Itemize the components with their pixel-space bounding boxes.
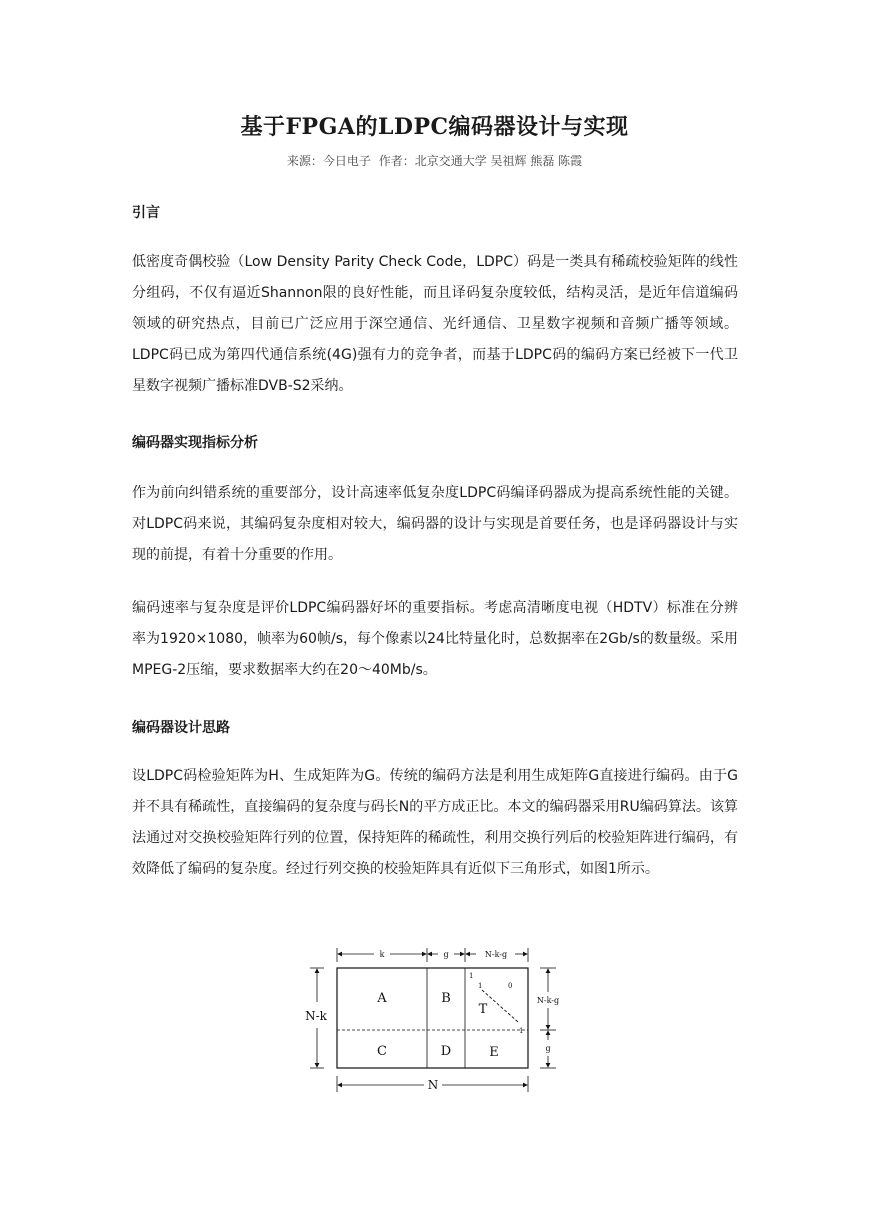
- t-zero: 0: [508, 982, 513, 990]
- block-b: B: [441, 991, 451, 1006]
- article-title: 基于FPGA的LDPC编码器设计与实现: [240, 114, 629, 140]
- label-top-g: g: [443, 950, 449, 959]
- t-diagonal: [482, 990, 518, 1022]
- block-e: E: [489, 1045, 499, 1060]
- block-t: T: [478, 1002, 488, 1017]
- block-c: C: [377, 1044, 387, 1059]
- section-heading-analysis: 编码器实现指标分析: [132, 435, 258, 451]
- label-left-nk: N-k: [305, 1009, 327, 1023]
- right-dimension: [540, 968, 556, 1068]
- label-top-k: k: [379, 950, 385, 959]
- label-bottom-n: N: [427, 1078, 439, 1092]
- paragraph-analysis-1: 作为前向纠错系统的重要部分，设计高速率低复杂度LDPC码编译码器成为提高系统性能的关键。对LDPC码来说，其编码复杂度相对较大，编码器的设计与实现是首要任务，也是译码器设计与实现的前提，有着十分重要的作用。: [132, 485, 738, 563]
- block-d: D: [440, 1044, 452, 1059]
- paragraph-design: 设LDPC码检验矩阵为H、生成矩阵为G。传统的编码方法是利用生成矩阵G直接进行编码。由于G并不具有稀疏性，直接编码的复杂度与码长N的平方成正比。本文的编码器采用RU编码算法。该算法通过对交换校验矩阵行列的位置，保持矩阵的稀疏性，利用交换行列后的校验矩阵进行编码，有效降低了编码的复杂度。经过行列交换的校验矩阵具有近似下三角形式，如图1所示。: [132, 768, 738, 877]
- t-one-inner: 1: [478, 982, 483, 990]
- article-byline: [0, 152, 869, 169]
- label-top-nkg: N-k-g: [484, 950, 508, 959]
- t-one-top: 1: [469, 972, 474, 980]
- paragraph-analysis-2: 编码速率与复杂度是评价LDPC编码器好坏的重要指标。考虑高清晰度电视（HDTV）标准在分辨率为1920×1080，帧率为60帧/s，每个像素以24比特量化时，总数据率在2Gb/s的数量级。采用MPEG-2压缩，要求数据率大约在20～40Mb/s。: [132, 600, 738, 678]
- section-heading-intro: 引言: [132, 205, 160, 221]
- matrix-outline: [337, 968, 528, 1068]
- paragraph-intro: 低密度奇偶校验（Low Density Parity Check Code，LDPC）码是一类具有稀疏校验矩阵的线性分组码，不仅有逼近Shannon限的良好性能，而且译码复杂度较低，结构灵活，是近年信道编码领域的研究热点，目前已广泛应用于深空通信、光纤通信、卫星数字视频和音频广播等领域。LDPC码已成为第四代通信系统(4G)强有力的竞争者，而基于LDPC码的编码方案已经被下一代卫星数字视频广播标准DVB-S2采纳。: [132, 254, 738, 394]
- t-one-bottom: 1: [519, 1027, 524, 1035]
- byline-source: 来源：今日电子: [286, 154, 371, 168]
- byline-authors: 作者：北京交通大学 吴祖辉 熊磊 陈霞: [378, 154, 583, 168]
- label-right-g: g: [545, 1044, 551, 1053]
- figure-matrix-diagram: [300, 940, 570, 1100]
- label-right-nkg: N-k-g: [536, 996, 560, 1005]
- block-a: A: [377, 991, 387, 1006]
- section-heading-design: 编码器设计思路: [132, 720, 230, 736]
